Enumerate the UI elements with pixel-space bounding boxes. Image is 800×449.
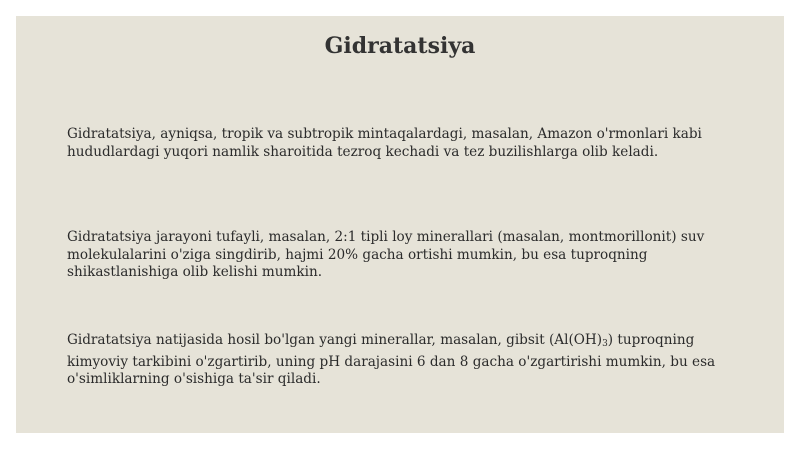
paragraph-3 xyxy=(67,332,767,389)
paragraph-3-text-start: Gidratatsiya natijasida hosil bo'lgan yangi minerallar, masalan, gibsit (Al(OH) xyxy=(67,332,603,348)
paragraph-1: Gidratatsiya, ayniqsa, tropik va subtropik mintaqalardagi, masalan, Amazon o'rmonlari kabi hududlardagi yuqori namlik sharoitida tezroq kechadi va tez buzilishlarga olib keladi. xyxy=(67,126,702,160)
slide xyxy=(16,16,784,433)
slide-title: Gidratatsiya xyxy=(324,33,476,59)
paragraph-3-subscript: 3 xyxy=(602,339,608,349)
paragraph-2: Gidratatsiya jarayoni tufayli, masalan, 2:1 tipli loy minerallari (masalan, montmorillonit) suv molekulalarini o'ziga singdirib, hajmi 20% gacha ortishi mumkin, bu esa tuproqning shikastlanishiga olib kelishi mumkin. xyxy=(67,229,705,280)
paragraph-3-text-end: ) tuproqning kimyoviy tarkibini o'zgartirib, uning pH darajasini 6 dan 8 gacha o'zgartirishi mumkin, bu esa o'simliklarning o'sishiga ta'sir qiladi. xyxy=(67,332,716,387)
